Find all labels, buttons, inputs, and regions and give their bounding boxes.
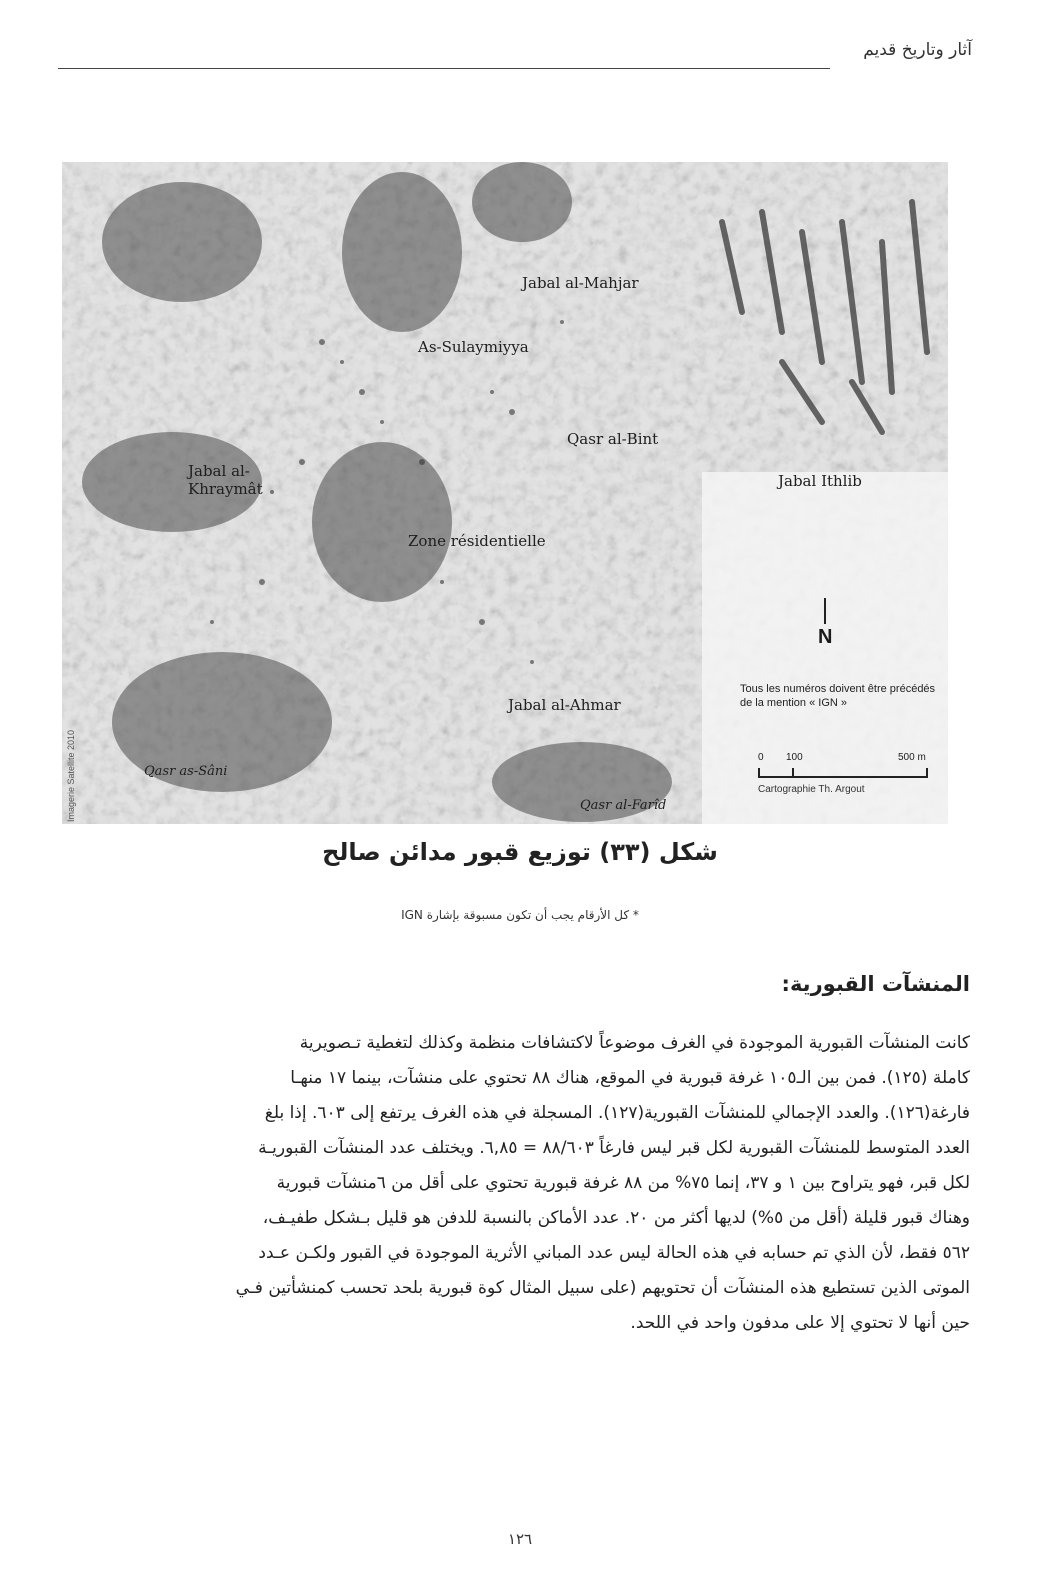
map-label-as-sulaymiyya: As-Sulaymiyya	[418, 338, 529, 356]
map-label-qasr-as-sani: Qasr as-Sâni	[144, 764, 228, 779]
scale-line	[758, 776, 928, 778]
paragraph-line: حين أنها لا تحتوي إلا على مدفون واحد في اللحد.	[630, 1313, 970, 1333]
map-label-jabal-al-khraymat: Jabal al- Khraymât	[188, 462, 263, 498]
scale-mid-label: 100	[786, 752, 803, 763]
scale-bar	[758, 752, 938, 802]
north-arrow	[818, 598, 832, 649]
map-label-zone-residentielle: Zone résidentielle	[408, 532, 546, 550]
figure-caption: شكل (٣٣) توزيع قبور مدائن صالح	[322, 838, 718, 866]
north-arrow-icon	[824, 598, 826, 624]
cartography-credit: Cartographie Th. Argout	[758, 784, 865, 795]
page-header-title: آثار وتاريخ قديم	[863, 40, 972, 60]
north-label: N	[818, 626, 833, 648]
map-label-jabal-al-mahjar: Jabal al-Mahjar	[522, 274, 639, 292]
scale-start-label: 0	[758, 752, 764, 763]
section-heading: المنشآت القبورية:	[781, 972, 970, 996]
figure-note: * كل الأرقام يجب أن تكون مسبوقة بإشارة IGN	[401, 908, 639, 922]
map-label-qasr-al-farid: Qasr al-Farîd	[580, 798, 667, 813]
page-number: ١٢٦	[507, 1530, 533, 1548]
paragraph-line: كاملة (١٢٥). فمن بين الـ١٠٥ غرفة قبورية في الموقع، هناك ٨٨ تحتوي على منشآت، بينما ١٧ منهـا	[290, 1068, 970, 1088]
map-label-jabal-al-ahmar: Jabal al-Ahmar	[508, 696, 621, 714]
paragraph-line: لكل قبر، فهو يتراوح بين ١ و ٣٧، إنما ٧٥% من ٨٨ غرفة قبورية تحتوي على أقل من ٦منشآت قبورية	[276, 1173, 970, 1193]
paragraph-line: العدد المتوسط للمنشآت القبورية لكل قبر ليس فارغاً ٨٨/٦٠٣ = ٦,٨٥. ويختلف عدد المنشآت القبوريـة	[258, 1138, 970, 1158]
satellite-map	[62, 162, 948, 824]
map-label-qasr-al-bint: Qasr al-Bint	[567, 430, 659, 448]
paragraph-line: وهناك قبور قليلة (أقل من ٥%) لديها أكثر من ٢٠. عدد الأماكن بالنسبة للدفن هو قليل بـشكل طفيـف،	[262, 1208, 970, 1228]
paragraph-line: فارغة(١٢٦). والعدد الإجمالي للمنشآت القبورية(١٢٧). المسجلة في هذه الغرف يرتفع إلى ٦٠٣. إذا بلغ	[264, 1103, 970, 1123]
body-paragraph	[90, 1026, 970, 1341]
map-note-ign: Tous les numéros doivent être précédés de la mention « IGN »	[740, 683, 936, 709]
header-rule	[58, 68, 830, 69]
paragraph-line: ٥٦٢ فقط، لأن الذي تم حسابه في هذه الحالة ليس عدد المباني الأثرية الموجودة في القبور ولكـن عـدد	[258, 1243, 970, 1263]
map-label-jabal-ithlib: Jabal Ithlib	[778, 472, 862, 490]
paragraph-line: الموتى الذين تستطيع هذه المنشآت أن تحتويهم (على سبيل المثال كوة قبورية بلحد تحسب كمنشأتين فـي	[235, 1278, 970, 1298]
scale-end-label: 500 m	[898, 752, 926, 763]
paragraph-line: كانت المنشآت القبورية الموجودة في الغرف موضوعاً لاكتشافات منظمة وكذلك لتغطية تـصويرية	[299, 1033, 970, 1053]
imagery-credit: Imagerie Satellite 2010	[66, 729, 76, 822]
